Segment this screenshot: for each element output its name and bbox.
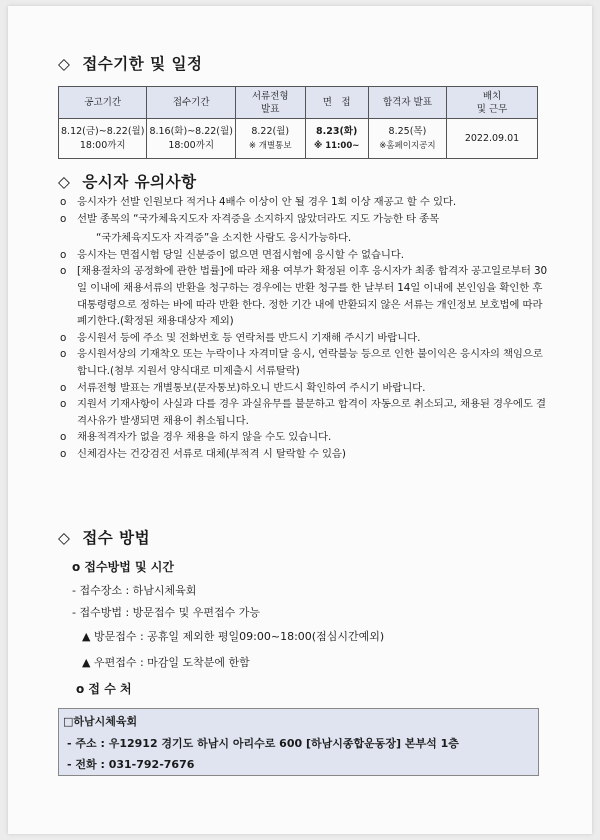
bullet-icon: o (60, 248, 67, 261)
list-item (58, 446, 548, 463)
bullet-icon: o (60, 381, 67, 394)
cell-main: 2022.09.01 (464, 132, 520, 144)
schedule-section-title (58, 52, 202, 74)
contact-box (58, 708, 539, 776)
method-mail: ▲ 우편접수 : 마감일 도착분에 한함 (82, 656, 250, 669)
bullet-icon: o (60, 196, 67, 208)
list-item-text: 서류전형 발표는 개별통보(문자통보)하오니 반드시 확인하여 주시기 바랍니다. (77, 381, 426, 394)
list-item (58, 247, 548, 264)
list-item (58, 346, 548, 379)
cell-note: ※홈페이지공지 (379, 140, 436, 151)
bullet-icon: o (60, 331, 67, 344)
cell-application-period (147, 119, 235, 159)
cell-final-result (368, 119, 446, 159)
list-item (58, 396, 548, 429)
notes-section-title-text: 응시자 유의사항 (82, 173, 197, 191)
method-visit: ▲ 방문접수 : 공휴일 제외한 평일09:00~18:00(점심시간예외) (82, 630, 385, 643)
list-item (58, 330, 548, 347)
method-section-title-text: 접수 방법 (82, 529, 151, 547)
list-item (58, 194, 548, 211)
schedule-section-title-text: 접수기한 및 일정 (82, 55, 203, 73)
header-interview: 면 접 (305, 87, 368, 119)
diamond-icon: ◇ (58, 529, 71, 547)
list-item-text: [채용절차의 공정화에 관한 법률]에 따라 채용 여부가 확정된 이후 응시자가 최종 합격자 공고일로부터 30일 이내에 채용서류의 반환을 청구하는 경우에는 반환 청구를 한 날부터 14일 이내에 본인임을 확인한 후 대통령령으로 정하는 바에 따라 반환 한다. 정한 기간 내에 반환되지 않은 서류는 개인정보 보호법에 따라 폐기한다.(확정된 채용대상자 제외) (77, 265, 547, 328)
method-way: - 접수방법 : 방문접수 및 우편접수 가능 (72, 606, 261, 619)
cell-main: 8.12(금)~8.22(월) 18:00까지 (61, 125, 145, 151)
schedule-header-row (59, 87, 538, 119)
notes-section-title (58, 170, 197, 192)
list-item-text: 지원서 기재사항이 사실과 다를 경우 과실유무를 불문하고 합격이 자동으로 취소되고, 채용된 경우에도 결격사유가 발생되면 채용이 취소됩니다. (77, 398, 546, 427)
list-item-text: 선발 종목의 “국가체육지도자 자격증을 소지하지 않았더라도 지도 가능한 타 종목 (77, 212, 440, 225)
diamond-icon: ◇ (58, 55, 71, 73)
cell-note: ※ 개별통보 (248, 140, 292, 151)
header-assignment: 배치 및 근무 (447, 87, 538, 119)
diamond-icon: ◇ (58, 173, 71, 191)
cell-announcement-period (59, 119, 147, 159)
schedule-table (58, 86, 538, 159)
schedule-row (59, 119, 538, 159)
list-item (58, 429, 548, 446)
bullet-icon: o (60, 265, 67, 278)
notes-list (58, 194, 548, 463)
bullet-icon: o (60, 348, 67, 361)
cell-interview (305, 119, 368, 159)
bullet-icon: o (60, 212, 67, 225)
bullet-icon: o (60, 431, 67, 444)
method-section-title (58, 526, 150, 548)
list-item-text: 응시원서 등에 주소 및 전화번호 등 연락처를 반드시 기재해 주시기 바랍니다. (77, 331, 421, 344)
cell-document-result (235, 119, 305, 159)
method-subtitle: o 접수방법 및 시간 (72, 560, 174, 574)
contact-name: □하남시체육회 (63, 715, 138, 728)
list-item (58, 380, 548, 397)
cell-note: ※ 11:00~ (313, 140, 360, 151)
header-document-result: 서류전형 발표 (235, 87, 305, 119)
list-item-subtext: “국가체육지도자 자격증”을 소지한 사람도 응시가능하다. (96, 232, 352, 245)
method-place: - 접수장소 : 하남시체육회 (72, 584, 197, 597)
receiver-title: o 접 수 처 (76, 682, 132, 696)
contact-address: - 주소 : 우12912 경기도 하남시 아리수로 600 [하남시종합운동장] 본부석 1층 (67, 737, 459, 750)
bullet-icon: o (60, 447, 67, 460)
cell-assignment (447, 119, 538, 159)
list-item-text: 신체검사는 건강검진 서류로 대체(부적격 시 탈락할 수 있음) (77, 447, 346, 460)
list-item (58, 211, 548, 247)
list-item (58, 263, 548, 329)
contact-phone: - 전화 : 031-792-7676 (67, 758, 195, 771)
header-final-result: 합격자 발표 (368, 87, 446, 119)
cell-main: 8.23(화) (316, 125, 358, 137)
list-item-text: 채용적격자가 없을 경우 채용을 하지 않을 수도 있습니다. (77, 431, 332, 444)
list-item-text: 응시자는 면접시험 당일 신분증이 없으면 면접시험에 응시할 수 없습니다. (77, 248, 404, 261)
bullet-icon: o (60, 398, 67, 411)
list-item-text: 응시자가 선발 인원보다 적거나 4배수 이상이 안 될 경우 1회 이상 재공고 할 수 있다. (77, 196, 457, 208)
header-application-period: 접수기간 (147, 87, 235, 119)
cell-main: 8.16(화)~8.22(월) 18:00까지 (149, 125, 233, 151)
list-item-text: 응시원서상의 기재착오 또는 누락이나 자격미달 응시, 연락불능 등으로 인한 불이익은 응시자의 책임으로 합니다.(첨부 지원서 양식대로 미제출시 서류탈락) (77, 348, 543, 377)
cell-main: 8.22(월) (251, 125, 290, 137)
cell-main: 8.25(목) (388, 125, 427, 137)
header-announcement-period: 공고기간 (59, 87, 147, 119)
